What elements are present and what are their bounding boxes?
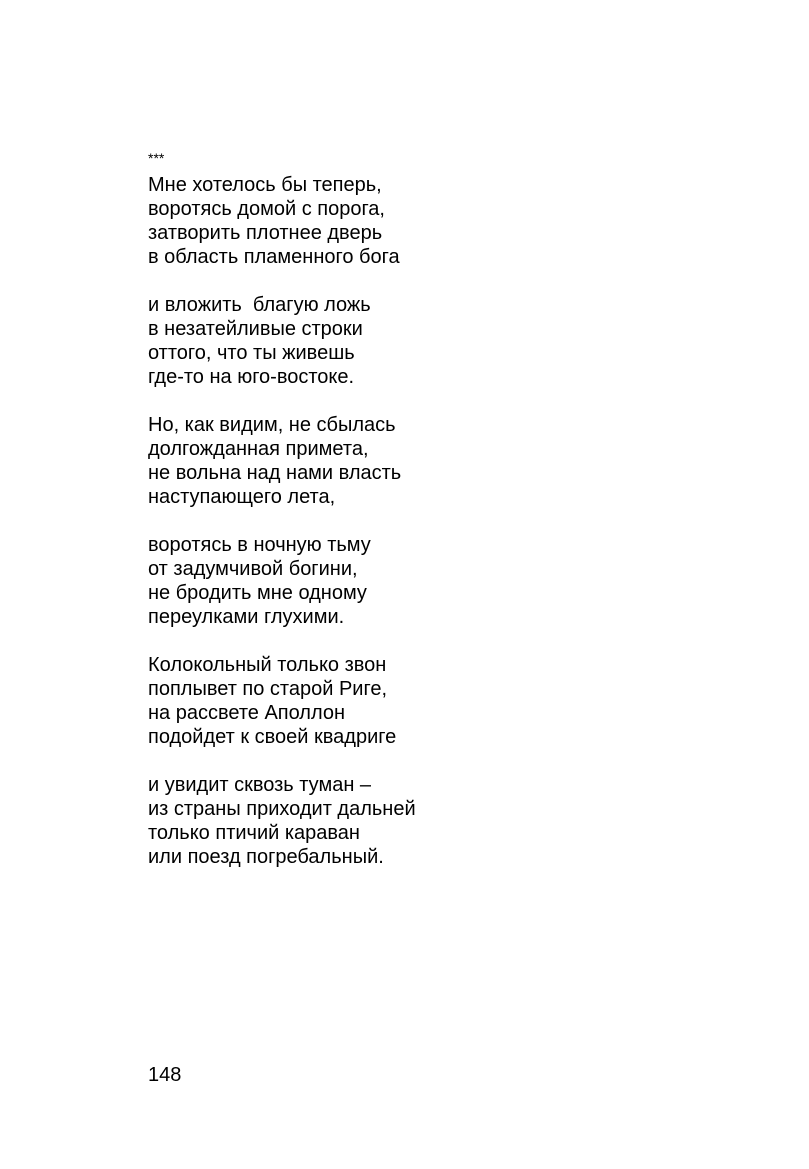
poem-line: только птичий караван <box>148 822 360 844</box>
poem-line: подойдет к своей квадриге <box>148 726 397 748</box>
poem-line: Колокольный только звон <box>148 654 387 676</box>
poem-line: переулками глухими. <box>148 606 345 628</box>
poem-line: воротясь в ночную тьму <box>148 534 371 556</box>
poem-line: или поезд погребальный. <box>148 846 384 868</box>
stanza <box>148 653 416 749</box>
poem-line: наступающего лета, <box>148 486 336 508</box>
poem-line: из страны приходит дальней <box>148 798 416 820</box>
poem-line: Мне хотелось бы теперь, <box>148 174 382 196</box>
stanza <box>148 413 416 509</box>
poem-line: в область пламенного бога <box>148 246 400 268</box>
poem-line: не бродить мне одному <box>148 582 367 604</box>
stanza <box>148 293 416 389</box>
poem-line: где-то на юго-востоке. <box>148 366 355 388</box>
poem <box>148 173 416 893</box>
poem-separator: *** <box>148 150 165 166</box>
poem-line: от задумчивой богини, <box>148 558 358 580</box>
poem-line: в незатейливые строки <box>148 318 363 340</box>
poem-line: не вольна над нами власть <box>148 462 402 484</box>
poem-line: и вложить благую ложь <box>148 294 371 316</box>
poem-line: и увидит сквозь туман – <box>148 774 372 796</box>
stanza <box>148 773 416 869</box>
poem-line: долгожданная примета, <box>148 438 369 460</box>
poem-line: затворить плотнее дверь <box>148 222 383 244</box>
poem-line: воротясь домой с порога, <box>148 198 385 220</box>
poem-line: поплывет по старой Риге, <box>148 678 387 700</box>
stanza <box>148 533 416 629</box>
poem-line: на рассвете Аполлон <box>148 702 346 724</box>
poem-line: оттого, что ты живешь <box>148 342 355 364</box>
poem-line: Но, как видим, не сбылась <box>148 414 396 436</box>
page-number: 148 <box>148 1064 182 1086</box>
stanza <box>148 173 416 269</box>
